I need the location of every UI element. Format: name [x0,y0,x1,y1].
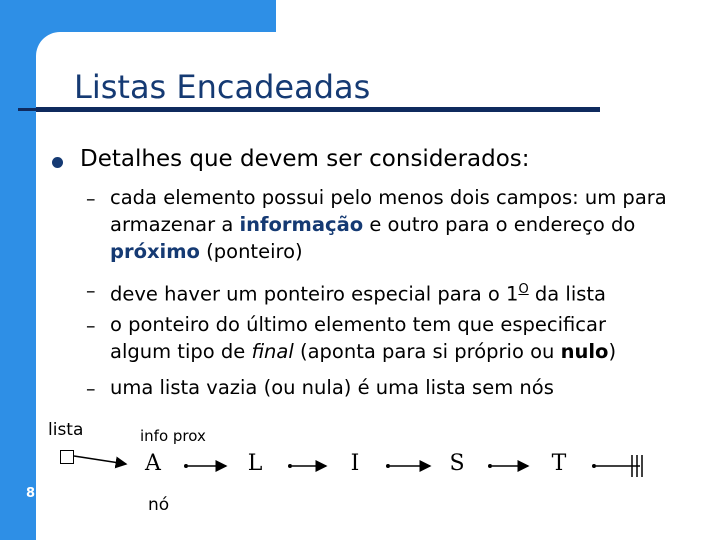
sub-bullet-4: uma lista vazia (ou nula) é uma lista sem nós [110,376,554,399]
text-run: deve haver um ponteiro especial para o 1 [110,282,519,306]
sub-bullet-dash: – [86,280,96,302]
sub-bullet-dash: – [86,315,96,337]
node-caption: nó [148,495,170,515]
text-run: e outro para o endereço do [363,213,636,236]
highlight-proximo: próximo [110,240,200,263]
node-field-labels: info prox [140,427,206,445]
prox-dot [592,464,596,468]
sub-bullet-1-line-1: cada elemento possui pelo menos dois campos: um para [110,186,667,209]
list-node-s: S [449,451,465,476]
ordinal-indicator: O [518,282,529,297]
prox-dot [288,464,292,468]
main-bullet-text: Detalhes que devem ser considerados: [80,146,530,172]
sub-bullet-3-line-1: o ponteiro do último elemento tem que especificar [110,313,606,336]
bold-nulo: nulo [560,340,609,363]
sub-bullet-dash: – [86,188,96,210]
prox-dot [488,464,492,468]
highlight-informacao: informação [239,213,364,236]
list-node-i: I [350,451,360,476]
prox-dot [386,464,390,468]
text-run: (ponteiro) [199,240,303,263]
list-node-l: L [247,451,263,476]
list-head-label: lista [48,420,84,440]
head-pointer-arrow [74,456,126,464]
list-node-a: A [145,451,161,476]
text-run: armazenar a [110,213,240,236]
text-run: ) [608,340,617,363]
page-number: 8 [26,486,36,501]
sub-bullet-dash: – [86,378,96,400]
prox-dot [184,464,188,468]
text-run: algum tipo de [110,340,252,363]
text-run: (aponta para si próprio ou [293,340,561,363]
text-run: da lista [528,282,606,306]
italic-final: final [251,340,294,363]
slide-title: Listas Encadeadas [74,68,371,106]
list-node-t: T [551,451,567,476]
